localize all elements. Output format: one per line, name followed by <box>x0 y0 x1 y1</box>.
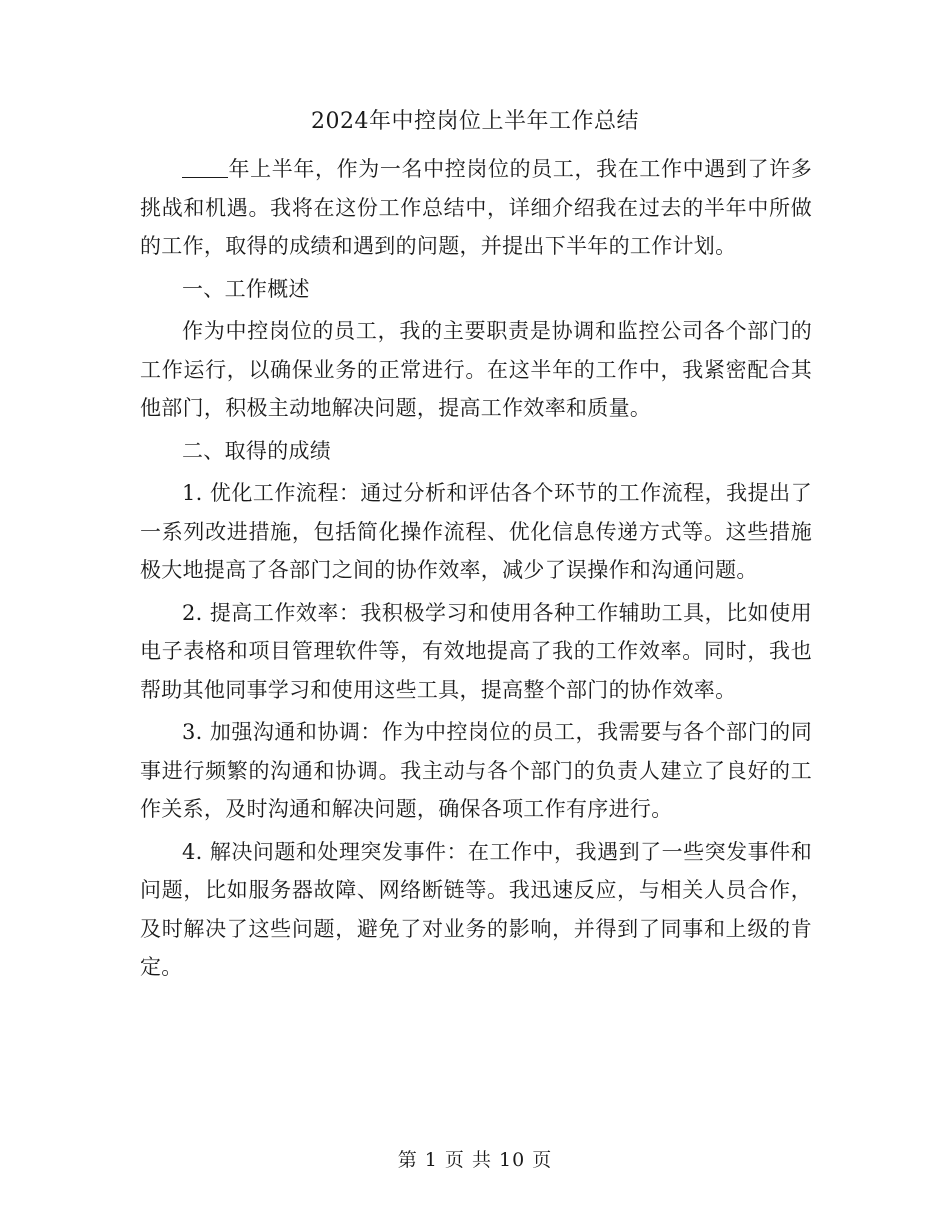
intro-text: 年上半年，作为一名中控岗位的员工，我在工作中遇到了许多挑战和机遇。我将在这份工作总结中，详细介绍我在过去的半年中所做的工作，取得的成绩和遇到的问题，并提出下半年的工作计划。 <box>140 157 812 258</box>
fill-in-blank <box>182 155 228 178</box>
overview-paragraph: 作为中控岗位的员工，我的主要职责是协调和监控公司各个部门的工作运行，以确保业务的正常进行。在这半年的工作中，我紧密配合其他部门，积极主动地解决问题，提高工作效率和质量。 <box>140 319 812 420</box>
achievement-item: 4. 解决问题和处理突发事件：在工作中，我遇到了一些突发事件和问题，比如服务器故障、网络断链等。我迅速反应，与相关人员合作，及时解决了这些问题，避免了对业务的影响，并得到了同事和上级的肯定。 <box>140 839 812 979</box>
document-title: 2024年中控岗位上半年工作总结 <box>311 109 639 134</box>
section-heading-achievements: 二、取得的成绩 <box>182 438 332 463</box>
intro-paragraph <box>140 150 812 266</box>
achievement-item: 2. 提高工作效率：我积极学习和使用各种工作辅助工具，比如使用电子表格和项目管理软件等，有效地提高了我的工作效率。同时，我也帮助其他同事学习和使用这些工具，提高整个部门的协作效率。 <box>140 600 812 702</box>
achievement-item: 1. 优化工作流程：通过分析和评估各个环节的工作流程，我提出了一系列改进措施，包括简化操作流程、优化信息传递方式等。这些措施极大地提高了各部门之间的协作效率，减少了误操作和沟通问题。 <box>140 481 812 582</box>
section-heading-overview: 一、工作概述 <box>182 276 310 301</box>
document-body <box>140 150 812 991</box>
page-number-footer: 第 1 页 共 10 页 <box>397 1149 553 1171</box>
achievement-item: 3. 加强沟通和协调：作为中控岗位的员工，我需要与各个部门的同事进行频繁的沟通和协调。我主动与各个部门的负责人建立了良好的工作关系，及时沟通和解决问题，确保各项工作有序进行。 <box>140 720 812 821</box>
